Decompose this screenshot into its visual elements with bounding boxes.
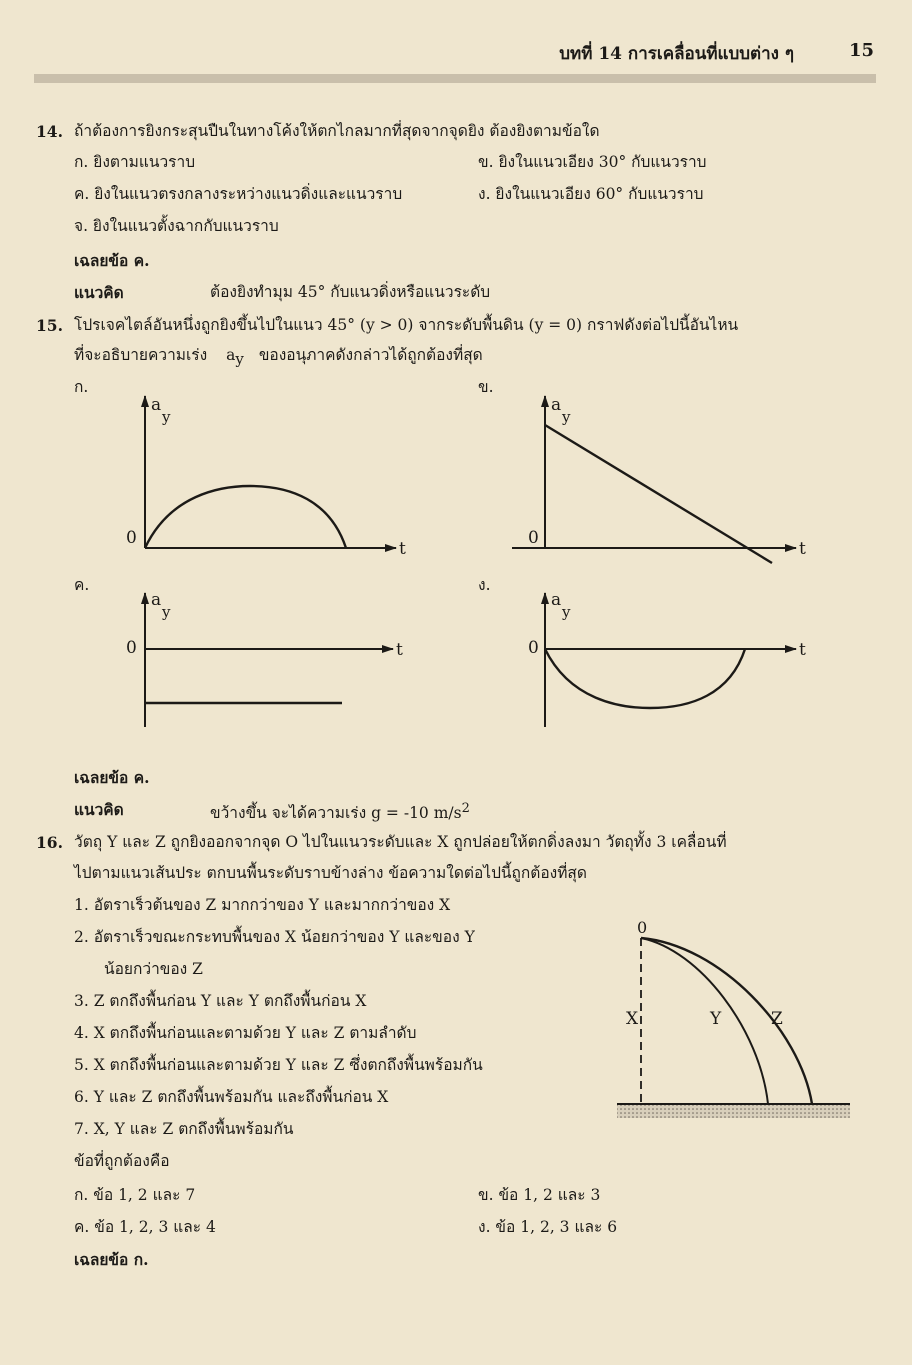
q15-question-line2 — [74, 348, 483, 367]
q16-statement-3: 3. Z ตกถึงพื้นก่อน Y และ Y ตกถึงพื้นก่อน X — [74, 992, 367, 1010]
q14-choice-b: ข. ยิงในแนวเอียง 30° กับแนวราบ — [478, 153, 707, 171]
q16-question-line1: วัตถุ Y และ Z ถูกยิงออกจากจุด O ไปในแนวระดับและ X ถูกปล่อยให้ตกดิ่งลงมา วัตถุทั้ง 3 เคลื่อนที่ — [74, 833, 727, 851]
q15-accel-symbol — [226, 346, 244, 369]
q14-answer: เฉลยข้อ ค. — [74, 251, 150, 270]
q16-choice-a: ก. ข้อ 1, 2 และ 7 — [74, 1186, 196, 1204]
q14-question: ถ้าต้องการยิงกระสุนปืนในทางโค้งให้ตกไกลมากที่สุดจากจุดยิง ต้องยิงตามข้อใด — [74, 122, 600, 140]
q16-statement-2-cont: น้อยกว่าของ Z — [104, 960, 203, 978]
graph-b-ysub: y — [562, 408, 571, 426]
graph-b-origin: 0 — [528, 528, 539, 548]
q16-question-line2: ไปตามแนวเส้นประ ตกบนพื้นระดับราบข้างล่าง ข้อความใดต่อไปนี้ถูกต้องที่สุด — [74, 864, 587, 882]
graph-d-label: ง. — [478, 576, 491, 594]
q16-choice-c: ค. ข้อ 1, 2, 3 และ 4 — [74, 1218, 216, 1236]
graph-d-curve — [545, 649, 745, 708]
graph-d-xlabel: t — [799, 640, 806, 660]
graph-c-xlabel: t — [396, 640, 403, 660]
q16-figure — [617, 918, 850, 1118]
q16-statement-6: 6. Y และ Z ตกถึงพื้นพร้อมกัน และถึงพื้นก่อน X — [74, 1088, 389, 1106]
q15-question-line2-b: ของอนุภาคดังกล่าวได้ถูกต้องที่สุด — [258, 346, 483, 364]
q15-question-line2-a: ที่จะอธิบายความเร่ง — [74, 346, 208, 364]
graph-a-ysub: y — [162, 408, 171, 426]
graph-b-line — [545, 425, 772, 563]
graph-c-ysub: y — [162, 603, 171, 621]
q16-choice-b: ข. ข้อ 1, 2 และ 3 — [478, 1186, 601, 1204]
fig-origin: 0 — [637, 918, 648, 937]
fig-z-label: Z — [771, 1009, 783, 1029]
q16-answer: เฉลยข้อ ก. — [74, 1250, 149, 1269]
graph-b-label: ข. — [478, 378, 494, 396]
ground-hatch — [617, 1104, 850, 1118]
q14-choice-c: ค. ยิงในแนวตรงกลางระหว่างแนวดิ่งและแนวราบ — [74, 185, 403, 203]
graph-a-origin: 0 — [126, 528, 137, 548]
graph-a-xlabel: t — [399, 539, 406, 559]
graph-a-ylabel: a — [151, 395, 162, 415]
page-number: 15 — [848, 40, 874, 61]
q14-choice-a: ก. ยิงตามแนวราบ — [74, 153, 196, 171]
q15-concept-sup: 2 — [461, 801, 470, 816]
q16-statement-1: 1. อัตราเร็วต้นของ Z มากกว่าของ Y และมากกว่าของ X — [74, 896, 451, 914]
graph-d-ysub: y — [562, 603, 571, 621]
fig-y-label: Y — [710, 1009, 722, 1029]
path-z — [641, 938, 812, 1104]
q15-concept-label: แนวคิด — [74, 800, 124, 819]
q14-number: 14. — [36, 122, 63, 141]
graph-c-ylabel: a — [151, 590, 162, 610]
q16-prompt: ข้อที่ถูกต้องคือ — [74, 1152, 170, 1170]
graph-d-origin: 0 — [528, 638, 539, 658]
q15-question-line1: โปรเจคไตล์อันหนึ่งถูกยิงขึ้นไปในแนว 45° (y > 0) จากระดับพื้นดิน (y = 0) กราฟดังต่อไปนี้อันไหน — [74, 316, 739, 334]
graph-c-label: ค. — [74, 576, 90, 594]
q15-concept — [210, 802, 470, 822]
q15-number: 15. — [36, 316, 63, 335]
graph-d-ylabel: a — [551, 590, 562, 610]
q14-concept: ต้องยิงทำมุม 45° กับแนวดิ่งหรือแนวระดับ — [210, 283, 491, 301]
fig-x-label: X — [626, 1009, 639, 1029]
graph-c-origin: 0 — [126, 638, 137, 658]
q16-number: 16. — [36, 833, 63, 852]
graph-a-label: ก. — [74, 378, 89, 396]
q16-statement-4: 4. X ตกถึงพื้นก่อนและตามด้วย Y และ Z ตามลำดับ — [74, 1024, 417, 1042]
q16-statement-7: 7. X, Y และ Z ตกถึงพื้นพร้อมกัน — [74, 1120, 294, 1138]
q15-concept-text: ขว้างขึ้น จะได้ความเร่ง g = -10 m/s — [210, 804, 462, 823]
graph-b-xlabel: t — [799, 539, 806, 559]
q15-answer: เฉลยข้อ ค. — [74, 768, 150, 787]
q14-concept-label: แนวคิด — [74, 283, 124, 302]
accel-sub: y — [235, 350, 244, 369]
graph-b-ylabel: a — [551, 395, 562, 415]
q14-choice-d: ง. ยิงในแนวเอียง 60° กับแนวราบ — [478, 185, 704, 203]
q16-statement-2: 2. อัตราเร็วขณะกระทบพื้นของ X น้อยกว่าของ Y และของ Y — [74, 928, 475, 946]
q16-statement-5: 5. X ตกถึงพื้นก่อนและตามด้วย Y และ Z ซึ่งตกถึงพื้นพร้อมกัน — [74, 1056, 483, 1074]
graph-a-curve — [145, 486, 346, 548]
chapter-title: บทที่ 14 การเคลื่อนที่แบบต่าง ๆ — [559, 44, 794, 64]
header-rule — [34, 74, 876, 83]
q14-choice-e: จ. ยิงในแนวตั้งฉากกับแนวราบ — [74, 217, 279, 235]
accel-a: a — [226, 346, 236, 364]
q16-choice-d: ง. ข้อ 1, 2, 3 และ 6 — [478, 1218, 618, 1236]
path-y — [641, 938, 768, 1104]
